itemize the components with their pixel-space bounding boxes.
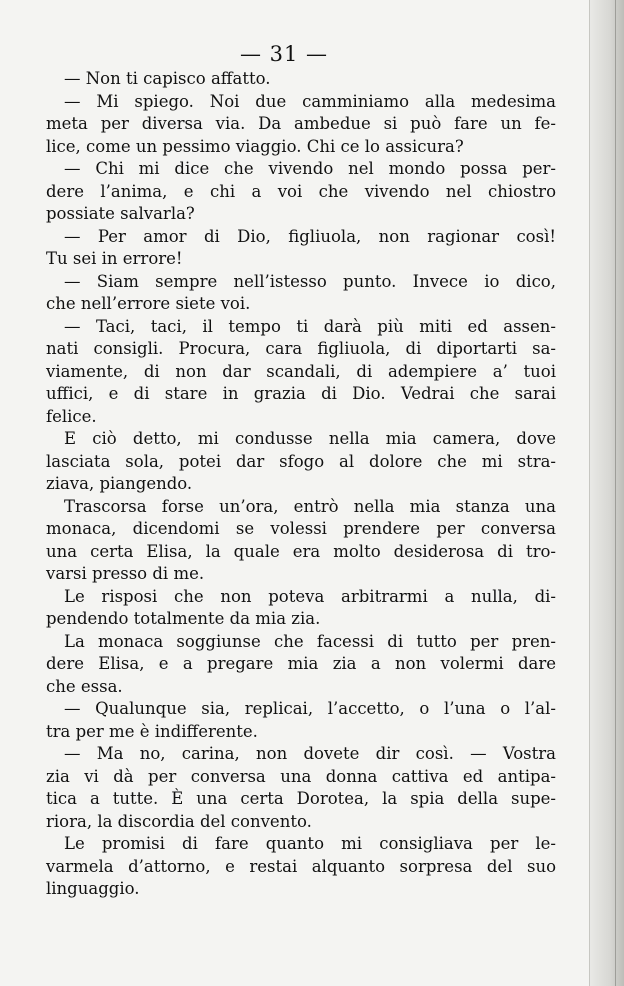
text-line: linguaggio. <box>46 879 140 898</box>
text-line: che essa. <box>46 676 123 696</box>
text-line: uffici, e di stare in grazia di Dio. Vedrai che sarai <box>46 384 556 403</box>
text-line: — Qualunque sia, replicai, l’accetto, o l’una o l’al- <box>64 699 556 718</box>
text-line: ziava, piangendo. <box>46 474 193 493</box>
text-line: che nell’errore siete voi. <box>46 294 251 313</box>
text-line: Trascorsa forse un’ora, entrò nella mia stanza una <box>64 496 556 516</box>
body-text <box>46 68 556 901</box>
page-edge-shadow <box>589 0 624 986</box>
text-line: — Non ti capisco affatto. <box>64 69 271 88</box>
text-line: La monaca soggiunse che facessi di tutto per pren- <box>64 631 556 651</box>
text-line: viamente, di non dar scandali, di adempiere a’ tuoi <box>46 361 556 381</box>
text-line: lice, come un pessimo viaggio. Chi ce lo assicura? <box>46 136 464 156</box>
page-number: — 31 — <box>239 42 329 66</box>
text-line: — Siam sempre nell’istesso punto. Invece io dico, <box>64 271 556 291</box>
text-line: zia vi dà per conversa una donna cattiva ed antipa- <box>46 766 556 786</box>
text-line: riora, la discordia del convento. <box>46 811 312 831</box>
text-line: lasciata sola, potei dar sfogo al dolore che mi stra- <box>46 451 556 471</box>
text-line: meta per diversa via. Da ambedue si può fare un fe- <box>46 114 556 133</box>
text-line: Le promisi di fare quanto mi consigliava per le- <box>64 834 556 853</box>
text-line: — Per amor di Dio, figliuola, non ragionar così! <box>64 226 556 246</box>
text-line: monaca, dicendomi se volessi prendere per conversa <box>46 519 556 538</box>
text-line: Tu sei in errore! <box>46 249 183 268</box>
text-line: Le risposi che non poteva arbitrarmi a nulla, di- <box>64 586 556 606</box>
text-line: — Mi spiego. Noi due camminiamo alla medesima <box>64 91 556 111</box>
page-edge-line <box>615 0 616 986</box>
text-line: felice. <box>46 406 97 426</box>
text-line: una certa Elisa, la quale era molto desiderosa di tro- <box>46 541 556 561</box>
text-line: tra per me è indifferente. <box>46 721 258 741</box>
text-line: dere l’anima, e chi a voi che vivendo nel chiostro <box>46 181 556 201</box>
text-line: E ciò detto, mi condusse nella mia camera, dove <box>64 429 556 448</box>
text-line: varsi presso di me. <box>46 564 205 583</box>
text-line: — Ma no, carina, non dovete dir così. — Vostra <box>64 744 556 763</box>
text-line: dere Elisa, e a pregare mia zia a non volermi dare <box>46 654 556 673</box>
text-line: tica a tutte. È una certa Dorotea, la spia della supe- <box>46 789 556 808</box>
text-line: varmela d’attorno, e restai alquanto sorpresa del suo <box>46 856 556 876</box>
text-line: possiate salvarla? <box>46 204 195 223</box>
text-line: nati consigli. Procura, cara figliuola, di diportarti sa- <box>46 339 556 358</box>
text-line: pendendo totalmente da mia zia. <box>46 609 321 628</box>
text-line: — Chi mi dice che vivendo nel mondo possa per- <box>64 159 556 178</box>
text-line: — Taci, taci, il tempo ti darà più miti ed assen- <box>64 316 556 336</box>
